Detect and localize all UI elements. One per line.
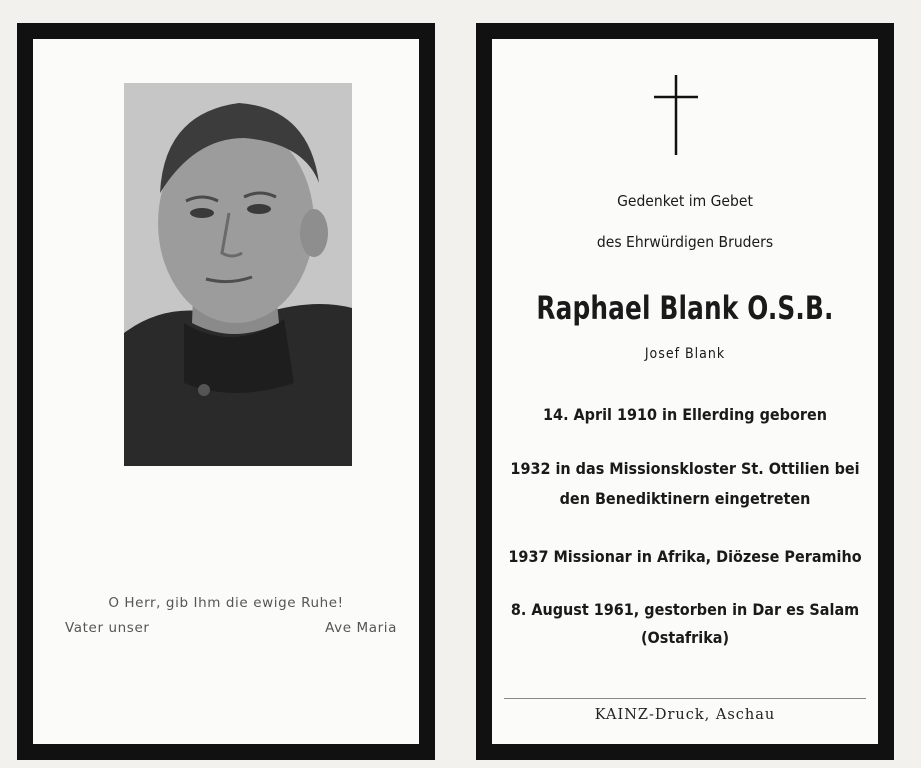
civil-name: Josef Blank (644, 346, 726, 362)
right-card-inner (492, 39, 878, 744)
prayer-left: Vater unser (65, 620, 150, 636)
deceased-name: Raphael Blank O.S.B. (536, 289, 834, 327)
event-died-line2: (Ostafrika) (640, 628, 730, 647)
left-card-inner (33, 39, 419, 744)
left-card (17, 23, 435, 760)
event-entered-line1: 1932 in das Missionskloster St. Ottilien bei (510, 459, 860, 478)
right-card (476, 23, 894, 760)
remember-line: Gedenket im Gebet (617, 192, 753, 210)
cross-icon (652, 75, 700, 155)
event-entered-line2: den Benediktinern eingetreten (559, 489, 811, 508)
event-died-line1: 8. August 1961, gestorben in Dar es Salam (510, 600, 860, 619)
printer-credit: KAINZ-Druck, Aschau (594, 707, 776, 723)
divider (504, 698, 866, 699)
brother-line: des Ehrwürdigen Bruders (596, 233, 774, 251)
prayer-right: Ave Maria (325, 620, 397, 636)
prayer-line: O Herr, gib Ihm die ewige Ruhe! (108, 595, 344, 611)
event-born: 14. April 1910 in Ellerding geboren (543, 405, 827, 424)
event-missionary: 1937 Missionar in Afrika, Diözese Peramiho (508, 547, 862, 566)
portrait-photo (124, 83, 352, 466)
